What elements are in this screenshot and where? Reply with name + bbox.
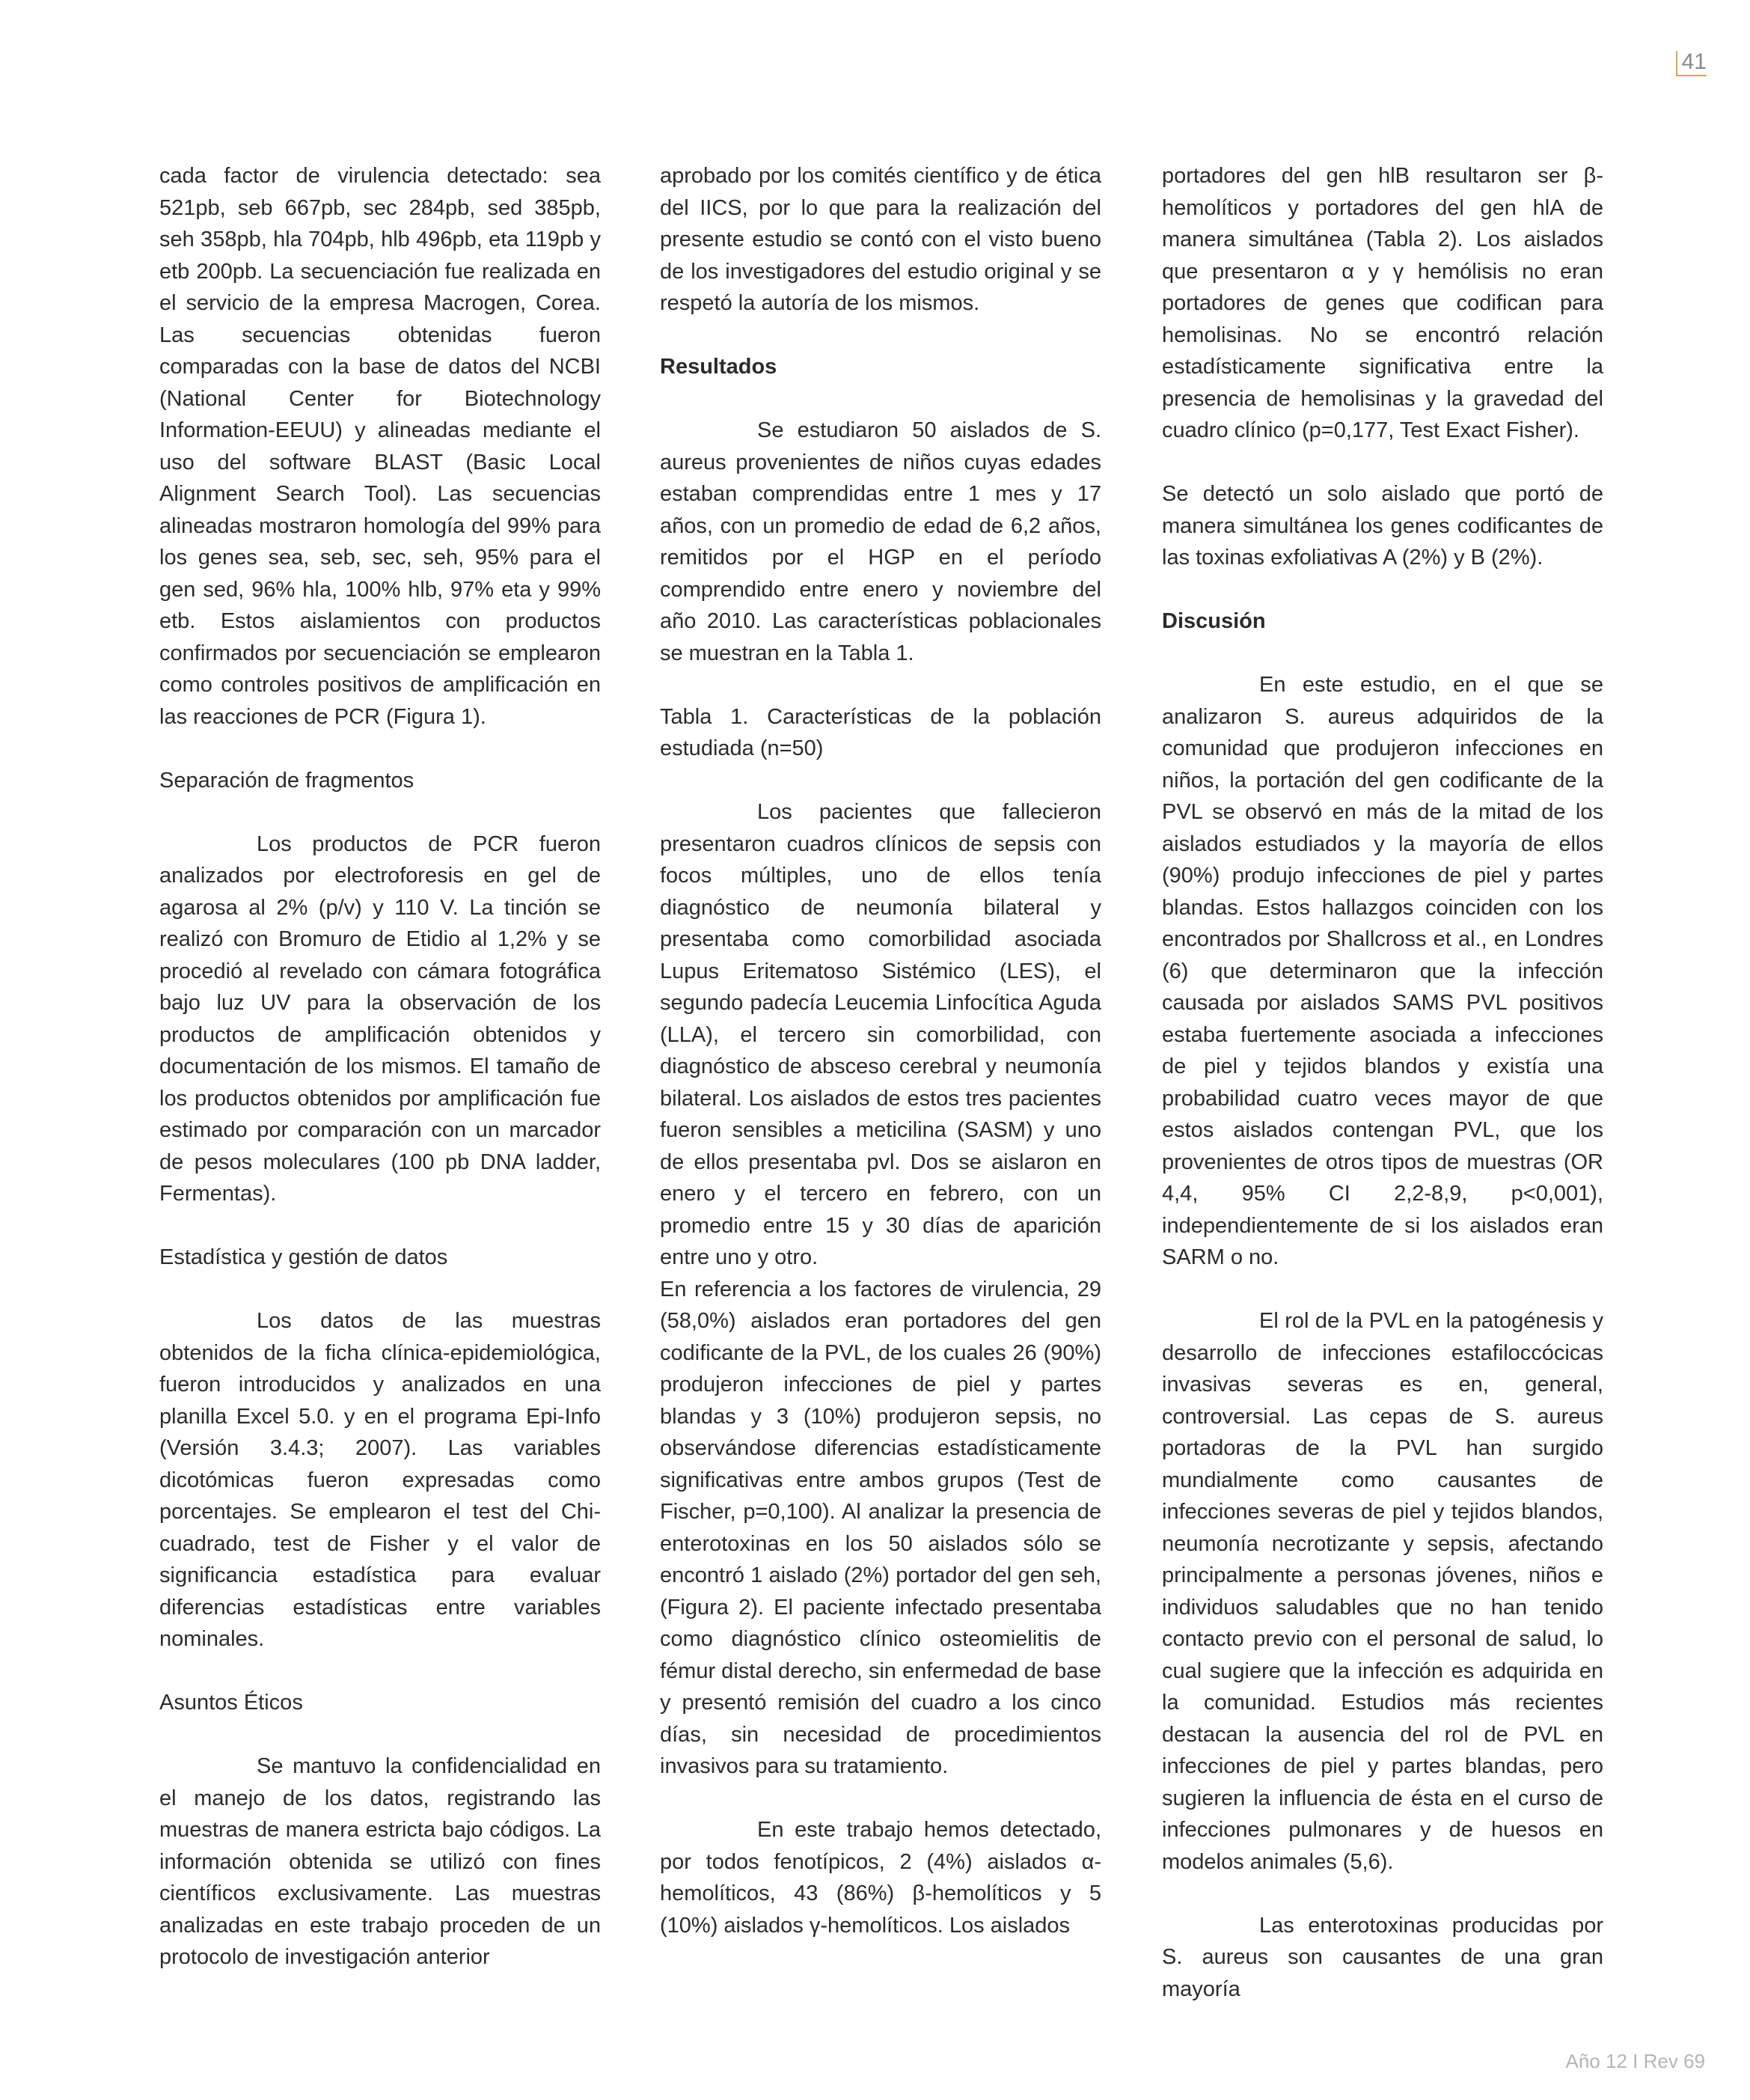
paragraph-pacientes: Los pacientes que fallecieron presentaron cuadros clínicos de sepsis con focos múltiples, uno de ellos tenía diagnóstico de neumonía bilateral y presentaba como comorbilidad asociada Lupus Eritematoso Sistémico (LES), el segundo padecía Leucemia Linfocítica Aguda (LLA), el tercero sin comorbilidad, con diagnóstico de absceso cerebral y neumonía bilateral. Los aislados de estos tres pacientes fueron sensibles a meticilina (SASM) y uno de ellos presentaba pvl. Dos se aislaron en enero y el tercero en febrero, con un promedio entre 15 y 30 días de aparición entre uno y otro.	[660, 800, 1101, 1269]
paragraph-sequencing: cada factor de virulencia detectado: sea 521pb, seb 667pb, sec 284pb, sed 385pb, seh 358pb, hla 704pb, hlb 496pb, eta 119pb y etb 200pb. La secuenciación fue realizada en el servicio de la empresa Macrogen, Corea. Las secuencias obtenidas fueron comparadas con la base de datos del NCBI (National Center for Biotechnology Information-EEUU) y alineadas mediante el uso del software BLAST (Basic Local Alignment Search Tool). Las secuencias alineadas mostraron homología del 99% para los genes sea, seb, sec, seh, 95% para el gen sed, 96% hla, 100% hlb, 97% eta y 99% etb. Estos aislamientos con productos confirmados por secuenciación se emplearon como controles positivos de amplificación en las reacciones de PCR (Figura 1).	[159, 164, 601, 729]
paragraph-virulencia: En referencia a los factores de virulencia, 29 (58,0%) aislados eran portadores del gen codificante de la PVL, de los cuales 26 (90%) produjeron infecciones de piel y partes blandas y 3 (10%) produjeron sepsis, no observándose diferencias estadísticamente significativas entre ambos grupos (Test de Fischer, p=0,100). Al analizar la presencia de enterotoxinas en los 50 aislados sólo se encontró 1 aislado (2%) portador del gen seh, (Figura 2). El paciente infectado presentaba como diagnóstico clínico osteomielitis de fémur distal derecho, sin enfermedad de base y presentó remisión del cuadro a los cinco días, sin necesidad de procedimientos invasivos para su tratamiento.	[660, 1277, 1102, 1778]
section-heading-separacion: Separación de fragmentos	[159, 768, 414, 793]
section-heading-eticos: Asuntos Éticos	[159, 1691, 303, 1715]
page-number: 41	[1676, 51, 1707, 76]
paragraph-hemolisinas: portadores del gen hlB resultaron ser β-hemolíticos y portadores del gen hlA de manera simultánea (Tabla 2). Los aislados que presentaron α y γ hemólisis no eran portadores de genes que codifican para hemolisinas. No se encontró relación estadísticamente significativa entre la presencia de hemolisinas y la gravedad del cuadro clínico (p=0,177, Test Exact Fisher).	[1162, 164, 1603, 442]
paragraph-estadistica: Los datos de las muestras obtenidos de la ficha clínica-epidemiológica, fueron introducidos y analizados en una planilla Excel 5.0. y en el programa Epi-Info (Versión 3.4.3; 2007). Las variables dicotómicas fueron expresadas como porcentajes. Se emplearon el test del Chi-cuadrado, test de Fisher y el valor de significancia estadística para evaluar diferencias estadísticas entre variables nominales.	[159, 1309, 601, 1651]
text-column-2	[660, 160, 1101, 1941]
paragraph-hemoliticos: En este trabajo hemos detectado, por todos fenotípicos, 2 (4%) aislados α-hemolíticos, 43 (86%) β-hemolíticos y 5 (10%) aislados γ-hemolíticos. Los aislados	[660, 1818, 1101, 1938]
section-heading-discusion: Discusión	[1162, 609, 1266, 633]
paragraph-electroforesis: Los productos de PCR fueron analizados por electroforesis en gel de agarosa al 2% (p/v) y 110 V. La tinción se realizó con Bromuro de Etidio al 1,2% y se procedió al revelado con cámara fotográfica bajo luz UV para la observación de los productos de amplificación obtenidos y documentación de los mismos. El tamaño de los productos obtenidos por amplificación fue estimado por comparación con un marcador de pesos moleculares (100 pb DNA ladder, Fermentas).	[159, 831, 601, 1206]
paragraph-aprobado: aprobado por los comités científico y de ética del IICS, por lo que para la realización del presente estudio se contó con el visto bueno de los investigadores del estudio original y se respetó la autoría de los mismos.	[660, 164, 1101, 315]
paragraph-exfoliativas: Se detectó un solo aislado que portó de manera simultánea los genes codificantes de las toxinas exfoliativas A (2%) y B (2%).	[1162, 482, 1603, 570]
paragraph-discusion: En este estudio, en el que se analizaron S. aureus adquiridos de la comunidad que produjeron infecciones en niños, la portación del gen codificante de la PVL se observó en más de la mitad de los aislados estudiados y la mayoría de ellos (90%) produjo infecciones de piel y partes blandas. Estos hallazgos coinciden con los encontrados por Shallcross et al., en Londres (6) que determinaron que la infección causada por aislados SAMS PVL positivos estaba fuertemente asociada a infecciones de piel y tejidos blandos y existía una probabilidad cuatro veces mayor de que estos aislados contengan PVL, que los provenientes de otros tipos de muestras (OR 4,4, 95% CI 2,2-8,9, p<0,001), independientemente de si los aislados eran SARM o no.	[1162, 673, 1603, 1269]
paragraph-pvl: El rol de la PVL en la patogénesis y desarrollo de infecciones estafiloccócicas invasivas severas es en, general, controversial. Las cepas de S. aureus portadoras de la PVL han surgido mundialmente como causantes de infecciones severas de piel y tejidos blandos, neumonía necrotizante y sepsis, afectando principalmente a personas jóvenes, niños e individuos saludables que no han tenido contacto previo con el personal de salud, lo cual sugiere que la infección es adquirida en la comunidad. Estudios más recientes destacan la ausencia del rol de PVL en infecciones de piel y partes blandas, pero sugieren la influencia de ésta en el curso de infecciones pulmonares y de huesos en modelos animales (5,6).	[1162, 1309, 1603, 1874]
footer-issue: Año 12 I Rev 69	[1565, 2050, 1705, 2072]
paragraph-enterotoxinas: Las enterotoxinas producidas por S. aureus son causantes de una gran mayoría	[1162, 1913, 1603, 2001]
table-caption: Tabla 1. Características de la población estudiada (n=50)	[660, 704, 1101, 760]
paragraph-eticos: Se mantuvo la confidencialidad en el manejo de los datos, registrando las muestras de manera estricta bajo códigos. La información obtenida se utilizó con fines científicos exclusivamente. Las muestras analizadas en este trabajo proceden de un protocolo de investigación anterior	[159, 1754, 601, 1969]
text-column-1	[159, 160, 601, 1974]
text-column-3	[1162, 160, 1603, 2005]
paragraph-resultados: Se estudiaron 50 aislados de S. aureus provenientes de niños cuyas edades estaban comprendidas entre 1 mes y 17 años, con un promedio de edad de 6,2 años, remitidos por el HGP en el período comprendido entre enero y noviembre del año 2010. Las características poblacionales se muestran en la Tabla 1.	[660, 418, 1101, 665]
section-heading-resultados: Resultados	[660, 355, 777, 379]
section-heading-estadistica: Estadística y gestión de datos	[159, 1245, 448, 1269]
